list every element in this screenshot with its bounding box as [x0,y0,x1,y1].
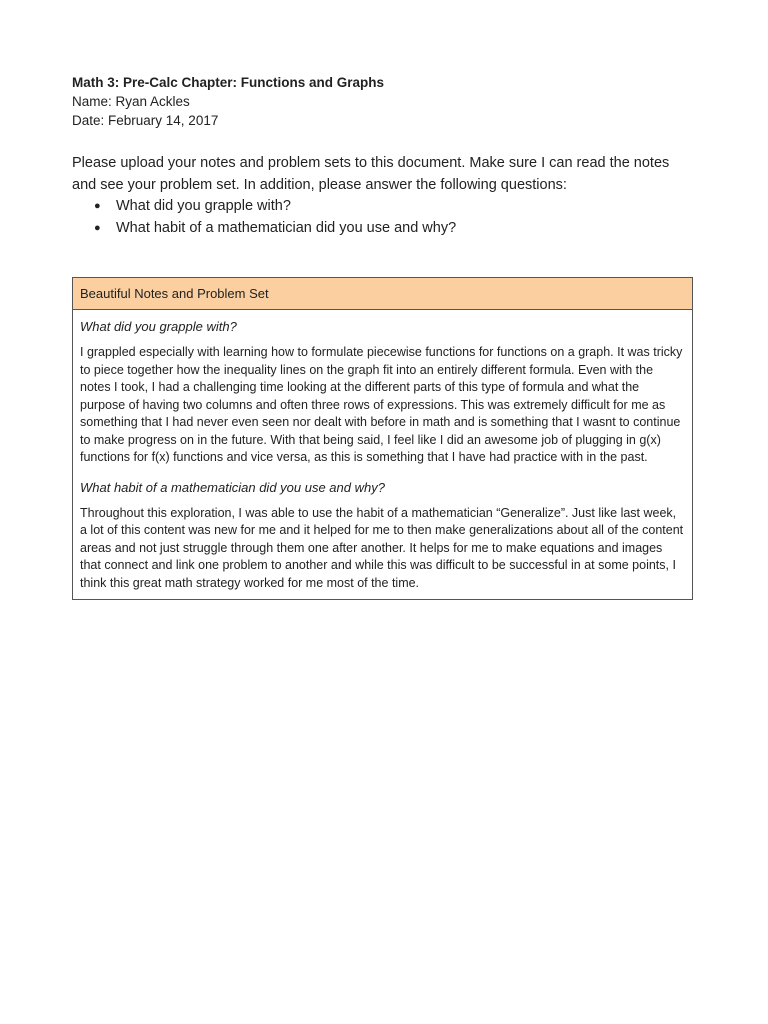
question-list-item [94,196,696,218]
bullet-dot-icon: ● [94,200,101,212]
habit-answer: Throughout this exploration, I was able to use the habit of a mathematician “Generalize”. Just like last week, a lot of this content was new for me and it helped for me to then make generalizations about all of the content areas and not just struggle through them one after another. It helps for me to make equations and images that connect and link one problem to another and while this was difficult to be successful in at some points, I think this great math strategy worked for me most of the time. [80,505,684,590]
question-list-item-text: What habit of a mathematician did you use and why? [116,219,457,236]
question-list [72,196,696,239]
notes-table [72,277,693,600]
document-date: Date: February 14, 2017 [72,113,219,128]
instructions-text: Please upload your notes and problem sets to this document. Make sure I can read the notes and see your problem set. In addition, please answer the following questions: [72,155,670,193]
notes-table-body [73,310,692,599]
grapple-question: What did you grapple with? [80,319,237,334]
notes-table-header-label: Beautiful Notes and Problem Set [80,286,269,301]
bullet-dot-icon: ● [94,221,101,234]
question-list-item [94,218,696,240]
question-list-item-text: What did you grapple with? [116,198,291,214]
document-page [72,73,696,590]
habit-question: What habit of a mathematician did you use and why? [80,479,385,495]
instructions [72,153,696,239]
document-title: Math 3: Pre-Calc Chapter: Functions and Graphs [72,75,385,90]
student-name: Name: Ryan Ackles [72,94,190,109]
notes-table-header [73,278,692,310]
grapple-answer: I grappled especially with learning how to formulate piecewise functions for functions on a graph. It was tricky to piece together how the inequality lines on the graph fit into an entirely different formula. Even with the notes I took, I had a challenging time looking at the different parts of this type of formula and what the purpose of having two columns and often three rows of expressions. This was extremely difficult for me as something that I had never even seen nor dealt with before in math and is something that I wasnt to continue to make progress on in the future. With that being said, I feel like I did an awesome job of plugging in g(x) functions for f(x) functions and vice versa, as this is something that I have had practice with in the past. [80,345,683,464]
